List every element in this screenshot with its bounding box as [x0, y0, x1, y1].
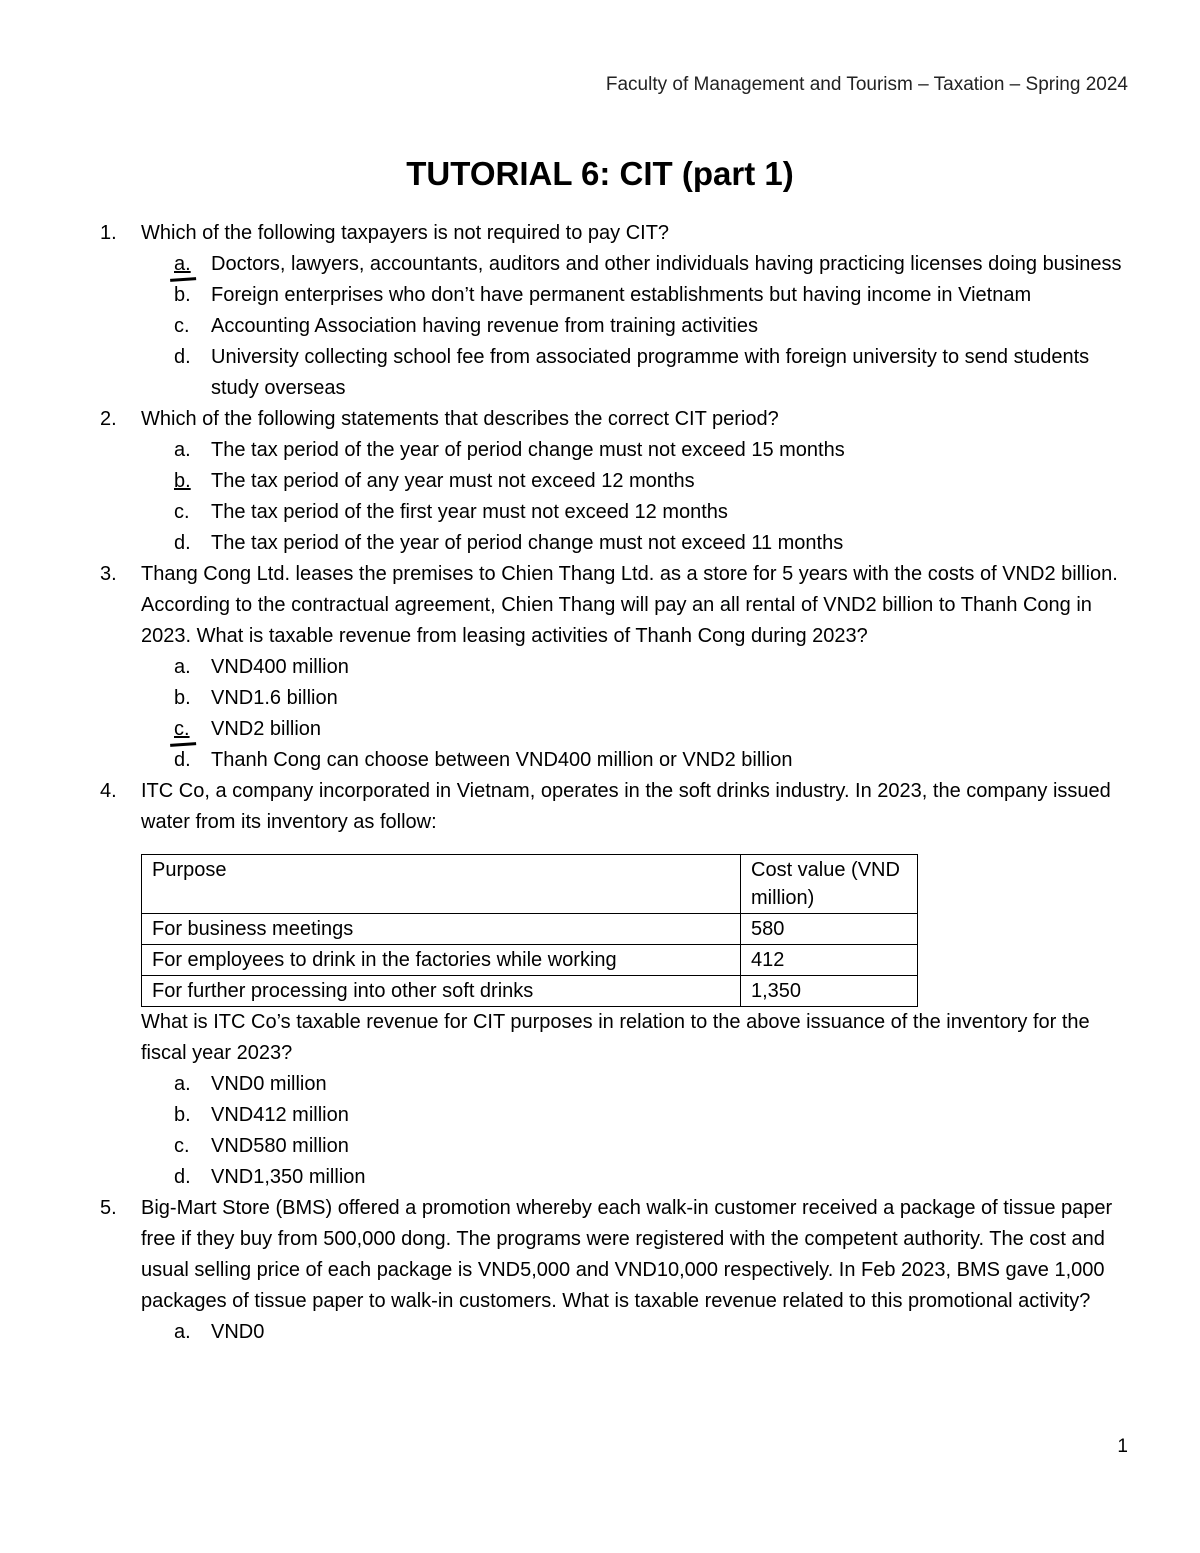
- option-4b: [100, 1100, 1130, 1131]
- table-cell: 580: [741, 914, 918, 945]
- question-3: [100, 559, 1130, 652]
- option-3a: [100, 652, 1130, 683]
- question-number: 5.: [100, 1197, 117, 1219]
- question-number: 4.: [100, 780, 117, 802]
- question-number: 3.: [100, 563, 117, 585]
- option-3d: [100, 745, 1130, 776]
- table-row: [142, 914, 918, 945]
- option-2a: [100, 435, 1130, 466]
- question-number: 1.: [100, 222, 117, 244]
- option-text: VND0 million: [211, 1073, 327, 1095]
- options-2: [100, 435, 1130, 559]
- option-text: Thanh Cong can choose between VND400 million or VND2 billion: [211, 749, 793, 771]
- table-cell: 412: [741, 945, 918, 976]
- option-text: The tax period of the first year must not exceed 12 months: [211, 501, 728, 523]
- option-letter: d.: [174, 749, 191, 771]
- option-letter: c.: [174, 718, 190, 740]
- table-cell: For employees to drink in the factories while working: [142, 945, 741, 976]
- options-3: [100, 652, 1130, 776]
- option-letter: b.: [174, 284, 191, 306]
- option-letter: b.: [174, 1104, 191, 1126]
- table-cell: For business meetings: [142, 914, 741, 945]
- option-letter: b.: [174, 470, 191, 492]
- question-text: Big-Mart Store (BMS) offered a promotion whereby each walk-in customer received a package of tissue paper free if they buy from 500,000 dong. The programs were registered with the competent authority. The cost and usual selling price of each package is VND5,000 and VND10,000 respectively. In Feb 2023, BMS gave 1,000 packages of tissue paper to walk-in customers. What is taxable revenue related to this promotional activity?: [141, 1197, 1113, 1312]
- option-text: VND2 billion: [211, 718, 322, 740]
- option-3c: [100, 714, 1130, 745]
- table-row: [142, 945, 918, 976]
- options-4: [100, 1069, 1130, 1193]
- question-text: Which of the following statements that describes the correct CIT period?: [141, 408, 779, 430]
- option-letter: a.: [174, 439, 191, 461]
- option-5a: [100, 1317, 1130, 1348]
- option-text: VND1.6 billion: [211, 687, 338, 709]
- question-list: [100, 218, 1130, 1348]
- option-letter: c.: [174, 501, 190, 523]
- option-text: VND400 million: [211, 656, 349, 678]
- option-letter: a.: [174, 1073, 191, 1095]
- page-number: 1: [1117, 1436, 1128, 1457]
- option-letter: d.: [174, 1166, 191, 1188]
- option-4c: [100, 1131, 1130, 1162]
- page-header: Faculty of Management and Tourism – Taxation – Spring 2024: [605, 74, 1128, 95]
- inventory-table: [141, 854, 918, 1007]
- option-text: Accounting Association having revenue from training activities: [211, 315, 758, 337]
- question-text: Thang Cong Ltd. leases the premises to Chien Thang Ltd. as a store for 5 years with the costs of VND2 billion. According to the contractual agreement, Chien Thang will pay an all rental of VND2 billion to Thanh Cong in 2023. What is taxable revenue from leasing activities of Thanh Cong during 2023?: [141, 563, 1118, 647]
- page-title: TUTORIAL 6: CIT (part 1): [406, 155, 794, 192]
- option-letter: d.: [174, 532, 191, 554]
- option-letter: c.: [174, 315, 190, 337]
- option-text: VND580 million: [211, 1135, 349, 1157]
- question-4: [100, 776, 1130, 838]
- option-2c: [100, 497, 1130, 528]
- option-text: The tax period of any year must not exceed 12 months: [211, 470, 695, 492]
- option-letter: a.: [174, 253, 191, 275]
- option-1b: [100, 280, 1130, 311]
- question-5: [100, 1193, 1130, 1317]
- option-letter: a.: [174, 1321, 191, 1343]
- option-text: Doctors, lawyers, accountants, auditors and other individuals having practicing licenses doing business: [211, 253, 1122, 275]
- options-1: [100, 249, 1130, 404]
- question-text: ITC Co, a company incorporated in Vietnam, operates in the soft drinks industry. In 2023, the company issued water from its inventory as follow:: [141, 780, 1111, 833]
- option-letter: b.: [174, 687, 191, 709]
- option-text: VND1,350 million: [211, 1166, 366, 1188]
- option-text: The tax period of the year of period change must not exceed 15 months: [211, 439, 845, 461]
- option-4d: [100, 1162, 1130, 1193]
- option-1d: [100, 342, 1130, 404]
- question-2: [100, 404, 1130, 435]
- option-text: University collecting school fee from associated programme with foreign university to send students study overseas: [211, 346, 1090, 399]
- question-text: Which of the following taxpayers is not required to pay CIT?: [141, 222, 670, 244]
- option-3b: [100, 683, 1130, 714]
- table-cell: 1,350: [741, 976, 918, 1007]
- option-letter: d.: [174, 346, 191, 368]
- option-2b: [100, 466, 1130, 497]
- table-header: Purpose: [142, 855, 741, 914]
- table-cell: For further processing into other soft drinks: [142, 976, 741, 1007]
- option-letter: a.: [174, 656, 191, 678]
- option-text: Foreign enterprises who don’t have permanent establishments but having income in Vietnam: [211, 284, 1032, 306]
- option-letter: c.: [174, 1135, 190, 1157]
- option-4a: [100, 1069, 1130, 1100]
- option-1a: [100, 249, 1130, 280]
- option-text: VND0: [211, 1321, 265, 1343]
- question-1: [100, 218, 1130, 249]
- question-number: 2.: [100, 408, 117, 430]
- option-text: VND412 million: [211, 1104, 349, 1126]
- option-2d: [100, 528, 1130, 559]
- question-4-followup: What is ITC Co’s taxable revenue for CIT purposes in relation to the above issuance of the inventory for the fiscal year 2023?: [141, 1011, 1090, 1064]
- options-5: [100, 1317, 1130, 1348]
- table-row: [142, 976, 918, 1007]
- option-text: The tax period of the year of period change must not exceed 11 months: [211, 532, 844, 554]
- table-header: Cost value (VND million): [741, 855, 918, 914]
- table-header-row: [142, 855, 918, 914]
- option-1c: [100, 311, 1130, 342]
